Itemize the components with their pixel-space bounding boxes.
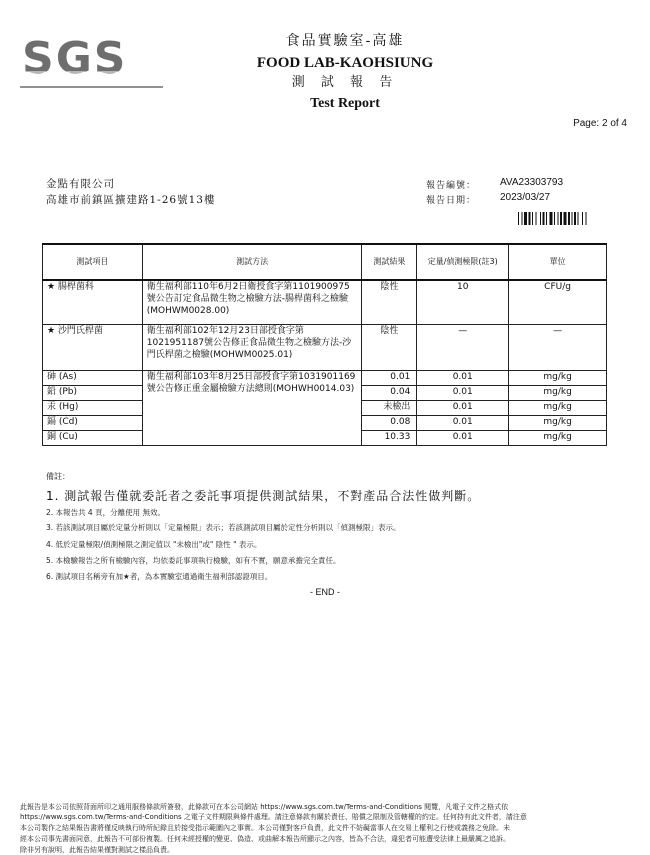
cell-unit: mg/kg (509, 400, 607, 415)
client-address: 高雄市前鎮區擴建路1-26號13樓 (46, 194, 216, 206)
barcode (518, 212, 610, 225)
cell-result: 陰性 (362, 324, 417, 370)
table-row (43, 324, 607, 370)
header-unit: 單位 (509, 244, 607, 280)
cell-limit: 10 (417, 280, 509, 324)
cell-item: 銅 (Cu) (43, 430, 143, 445)
results-table (42, 243, 607, 446)
cell-result: 0.08 (362, 415, 417, 430)
table-header-row (43, 244, 607, 280)
report-number-label: 報告編號： (426, 181, 477, 191)
cell-limit: 0.01 (417, 370, 509, 385)
cell-item: 鉛 (Pb) (43, 385, 143, 400)
header-test-method: 測試方法 (142, 244, 362, 280)
end-marker: - END - (310, 587, 340, 597)
cell-unit: mg/kg (509, 370, 607, 385)
footer-line: 除非另有說明，此報告結果僅對測試之樣品負責。 (20, 846, 174, 854)
cell-unit: — (509, 324, 607, 370)
cell-item: ★ 沙門氏桿菌 (43, 324, 143, 370)
client-name: 金點有限公司 (46, 178, 115, 190)
footer-line: 本公司製作之結果報告書將僅反映執行時所紀錄且於接受指示範圍內之事實。本公司僅對客戶負責，此文件不妨礙當事人在交易上權利之行使或義務之免除。未 (20, 824, 510, 832)
cell-limit: 0.01 (417, 400, 509, 415)
report-title-en: Test Report (310, 96, 380, 111)
note-item: 5. 本檢驗報告之所有檢驗內容，均依委託事項執行檢驗，如有不實，願意承擔完全責任。 (46, 556, 341, 565)
cell-result: 未檢出 (362, 400, 417, 415)
report-title-zh: 測 試 報 告 (291, 75, 399, 90)
cell-unit: CFU/g (509, 280, 607, 324)
report-number: AVA23303793 (500, 177, 564, 188)
cell-item: 汞 (Hg) (43, 400, 143, 415)
cell-method: 衛生福利部102年12月23日部授食字第1021951187號公告修正食品微生物之檢驗方法-沙門氏桿菌之檢驗(MOHWM0025.01) (142, 324, 362, 370)
cell-limit: 0.01 (417, 430, 509, 445)
notes-title: 備註： (46, 472, 70, 481)
note-item: 6. 測試項目名稱旁有加★者，為本實驗室通過衛生福利部認證項目。 (46, 572, 273, 581)
cell-item: 鎘 (Cd) (43, 415, 143, 430)
footer-line: 經本公司事先書面同意，此報告不可部份複製。任何未經授權的變更、偽造、或曲解本報告所顯示之內容，皆為不合法，違犯者可能遭受法律上最嚴厲之追訴。 (20, 835, 510, 843)
footer-line: 此報告是本公司依照背面所印之通用服務條款所簽發，此條款可在本公司網站 https://www.sgs.com.tw/Terms-and-Conditions 閱覽，凡電子文件之格式依 (20, 803, 509, 811)
cell-method: 衛生福利部103年8月25日部授食字第1031901169 號公告修正重金屬檢驗方法總則(MOHWH0014.03) (142, 370, 362, 445)
cell-item: 砷 (As) (43, 370, 143, 385)
note-item: 2. 本報告共 4 頁，分離使用 無效。 (46, 508, 165, 517)
cell-item: ★ 腸桿菌科 (43, 280, 143, 324)
report-date-label: 報告日期： (426, 196, 477, 206)
cell-unit: mg/kg (509, 430, 607, 445)
table-row (43, 370, 607, 385)
header-test-result: 測試結果 (362, 244, 417, 280)
sgs-logo-text: SGS (22, 33, 128, 84)
cell-method: 衛生福利部110年6月2日衛授食字第1101900975號公告訂定食品微生物之檢驗方法-腸桿菌科之檢驗(MOHWM0028.00) (142, 280, 362, 324)
lab-name-en: FOOD LAB-KAOHSIUNG (256, 55, 434, 71)
cell-result: 10.33 (362, 430, 417, 445)
cell-unit: mg/kg (509, 415, 607, 430)
cell-limit: 0.01 (417, 415, 509, 430)
note-item: 3. 若該測試項目屬於定量分析則以「定量極限」表示；若該測試項目屬於定性分析則以「偵測極限」表示。 (46, 523, 401, 532)
lab-name-zh: 食品實驗室-高雄 (285, 33, 405, 49)
footer-line: https://www.sgs.com.tw/Terms-and-Conditions 之電子文件期限與條件處理。請注意條款有關於責任、賠償之限制及管轄權的約定。任何持有此文件者，請注意 (20, 813, 527, 821)
note-item: 4. 低於定量極限/偵測極限之測定值以 "未檢出"或" 陰性 " 表示。 (46, 540, 262, 549)
cell-result: 0.04 (362, 385, 417, 400)
cell-limit: 0.01 (417, 385, 509, 400)
cell-limit: — (417, 324, 509, 370)
cell-unit: mg/kg (509, 385, 607, 400)
table-row (43, 280, 607, 324)
note-item: 1. 測試報告僅就委託者之委託事項提供測試結果，不對產品合法性做判斷。 (46, 489, 481, 503)
report-date: 2023/03/27 (500, 192, 551, 203)
header-test-item: 測試項目 (43, 244, 143, 280)
cell-result: 0.01 (362, 370, 417, 385)
header-limit: 定量/偵測極限(註3) (417, 244, 509, 280)
cell-result: 陰性 (362, 280, 417, 324)
page-number: Page: 2 of 4 (573, 118, 627, 129)
